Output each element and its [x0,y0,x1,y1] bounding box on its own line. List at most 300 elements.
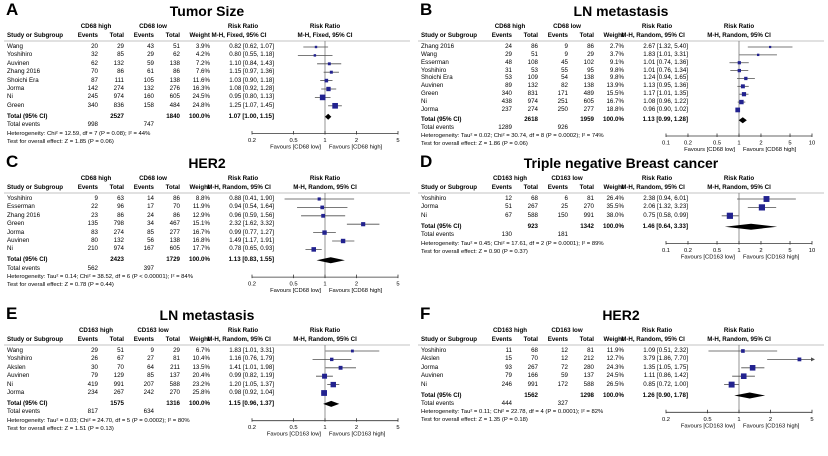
risk-ratio-col-header: Risk Ratio [227,175,259,182]
axis-tick-label: 0.2 [661,416,671,423]
panel-a [0,0,414,152]
cell-risk-ratio: 2.32 [1.62, 3.32] [229,220,274,228]
cell-total-high: 68 [531,195,538,202]
effect-square [321,214,325,218]
axis-tick-label: 1 [323,138,327,144]
cell-risk-ratio: 0.88 [0.41, 1.90] [229,195,274,202]
cell-weight: 9.8% [609,66,624,74]
cell-total-low: 86 [587,43,594,50]
cell-events-low: 56 [147,237,154,244]
total-events-high: 130 [501,231,512,239]
favours-right-label: Favours [CD163 high] [743,423,800,430]
total-low-sum: 1840 [166,112,180,120]
effect-square [326,87,330,91]
cell-weight: 24.3% [606,363,624,371]
risk-ratio-plot-header: Risk Ratio [309,327,341,334]
cell-weight: 7.2% [195,59,210,67]
favours-left-label: Favours [CD163 low] [680,254,735,261]
cell-weight: 20.4% [192,372,210,380]
cell-events-high: 340 [501,90,512,98]
study-name: Ni [7,93,13,101]
cell-risk-ratio: 0.85 [0.72, 1.00] [643,380,688,388]
cell-events-low: 9 [150,347,154,354]
cell-events-high: 9 [94,195,98,202]
total-high-sum: 1575 [110,399,124,407]
study-name: Ni [421,380,427,388]
cell-events-high: 48 [505,58,512,66]
risk-ratio-plot-header: Risk Ratio [723,175,755,182]
total-weight: 100.0% [603,116,624,124]
risk-ratio-plot-header: Risk Ratio [309,23,341,30]
cell-risk-ratio: 0.99 [0.82, 1.19] [229,372,274,380]
effect-square [320,206,324,210]
risk-ratio-col-header: Risk Ratio [641,23,673,30]
cell-events-low: 85 [147,228,154,236]
study-name: Esserman [7,203,35,211]
total-events-low: 926 [557,124,568,132]
events-low-col-header: Events [133,336,154,343]
group-low-header: CD163 low [551,175,583,182]
study-name: Jorma [421,203,439,211]
cell-total-high: 86 [117,211,124,219]
axis-tick-label: 1 [323,281,327,288]
heterogeneity-note: Heterogeneity: Tau² = 0.14; Chi² = 38.52, df = 6 (P < 0.00001); I² = 84% [7,274,193,281]
axis-tick-label: 10 [808,248,816,254]
cell-total-high: 274 [113,85,124,92]
panel-letter: F [420,304,431,323]
cell-total-low: 81 [173,355,180,363]
cell-total-low: 137 [583,372,594,380]
axis-tick-label: 5 [396,281,400,288]
effect-square [739,100,743,104]
axis-tick-label: 5 [810,416,814,423]
cell-weight: 15.5% [606,90,624,98]
cell-total-low: 605 [169,245,180,253]
study-name: Green [7,220,25,228]
cell-total-high: 70 [531,355,538,363]
effect-model-col-header: M-H, Random, 95% CI [207,184,271,191]
cell-risk-ratio: 0.99 [0.77, 1.27] [229,228,274,236]
axis-tick-label: 1 [737,416,741,423]
total-events-low: 327 [557,399,568,407]
total-events-label: Total events [7,264,41,272]
total-row-label: Total (95% CI) [7,112,48,120]
study-name: Yoshihiro [7,355,33,363]
events-high-col-header: Events [77,32,98,39]
cell-risk-ratio: 1.08 [0.96, 1.22] [643,98,688,106]
cell-total-low: 102 [583,58,594,66]
study-col-header: Study or Subgroup [421,32,478,39]
panel-letter: C [6,152,19,171]
cell-risk-ratio: 1.83 [1.01, 3.31] [643,50,688,58]
cell-total-low: 81 [587,195,594,202]
cell-total-high: 96 [117,203,124,211]
cell-events-low: 167 [143,245,154,253]
cell-weight: 10.4% [192,355,210,363]
group-high-header: CD163 high [78,327,114,334]
total-weight: 100.0% [603,222,624,230]
effect-model-plot-header: M-H, Random, 95% CI [293,184,357,191]
axis-tick-label: 1 [737,248,741,254]
cell-risk-ratio: 1.13 [0.95, 1.36] [643,82,688,90]
study-name: Auvinen [421,372,444,380]
cell-events-high: 234 [87,389,98,396]
cell-weight: 9.1% [609,58,624,66]
group-high-header: CD163 high [492,327,528,334]
cell-events-low: 61 [147,68,154,76]
effect-square [361,222,365,226]
cell-risk-ratio: 0.98 [0.92, 1.04] [229,389,274,396]
study-name: Yoshihiro [421,66,447,74]
effect-square [328,62,331,65]
total-low-col-header: Total [579,32,594,39]
panel-title: HER2 [188,155,226,171]
effect-square [315,46,317,48]
favours-right-label: Favours [CD68 high] [743,147,797,154]
cell-risk-ratio: 0.78 [0.65, 0.93] [229,245,274,253]
overall-effect-note: Test for overall effect: Z = 0.90 (P = 0.37) [421,248,528,255]
cell-events-low: 250 [557,105,568,113]
total-risk-ratio: 1.07 [1.00, 1.15] [228,112,274,120]
study-name: Auvinen [421,82,444,90]
cell-events-low: 59 [561,372,568,380]
cell-events-low: 207 [143,380,154,388]
cell-events-high: 22 [91,203,98,211]
panel-title: LN metastasis [159,307,255,323]
cell-total-high: 132 [113,237,124,244]
total-low-sum: 1729 [166,256,180,264]
total-diamond [323,401,339,407]
cell-events-low: 158 [143,101,154,109]
weight-col-header: Weight [603,184,624,191]
study-name: Auvinen [7,237,30,244]
cell-events-high: 11 [505,347,512,354]
cell-total-low: 138 [169,76,180,84]
cell-total-high: 991 [113,380,124,388]
cell-total-low: 277 [583,105,594,113]
cell-risk-ratio: 2.67 [1.32, 5.40] [643,43,688,50]
cell-events-low: 171 [557,90,568,98]
cell-events-high: 26 [91,355,98,363]
cell-events-high: 438 [501,98,512,106]
total-events-label: Total events [421,399,455,407]
cell-events-high: 79 [91,372,98,380]
cell-total-low: 81 [587,347,594,354]
cell-total-low: 280 [583,363,594,371]
cell-events-high: 245 [87,93,98,101]
group-low-header: CD68 low [553,23,581,30]
cell-total-low: 51 [173,43,180,50]
effect-square [318,197,321,200]
study-name: Yoshihiro [7,195,33,202]
cell-events-low: 14 [147,195,154,202]
cell-risk-ratio: 1.49 [1.17, 1.91] [229,237,274,244]
group-high-header: CD163 high [492,175,528,182]
study-col-header: Study or Subgroup [7,32,64,39]
cell-events-low: 85 [147,372,154,380]
cell-events-low: 9 [564,50,568,58]
cell-events-low: 59 [147,59,154,67]
cell-total-high: 166 [527,372,538,380]
events-high-col-header: Events [77,336,98,343]
cell-weight: 7.6% [195,68,210,76]
effect-model-col-header: M-H, Random, 95% CI [207,336,271,343]
panel-b [414,0,828,152]
study-name: Jorma [7,228,25,236]
axis-tick-label: 1 [737,140,741,147]
group-high-header: CD68 high [80,23,112,30]
cell-total-high: 111 [114,76,124,84]
cell-total-low: 605 [169,93,180,101]
cell-weight: 18.8% [606,105,624,113]
cell-weight: 3.7% [609,50,624,58]
cell-total-high: 51 [117,347,124,354]
cell-total-low: 138 [583,82,594,90]
cell-total-low: 86 [173,68,180,76]
axis-tick-label: 5 [396,425,400,432]
events-high-col-header: Events [491,336,512,343]
total-risk-ratio: 1.46 [0.64, 3.33] [642,222,688,230]
effect-model-plot-header: M-H, Random, 95% CI [293,336,357,343]
axis-tick-label: 5 [788,140,792,147]
weight-col-header: Weight [603,336,624,343]
panel-title: Triple negative Breast cancer [523,155,719,171]
cell-events-high: 62 [91,59,98,67]
cell-total-high: 991 [527,380,538,388]
effect-square [332,103,338,109]
events-low-col-header: Events [133,32,154,39]
effect-square [738,61,741,64]
cell-risk-ratio: 1.35 [1.05, 1.75] [643,363,688,371]
effect-square [351,350,354,353]
cell-total-low: 137 [169,372,180,380]
total-risk-ratio: 1.13 [0.99, 1.28] [642,116,688,124]
cell-events-high: 89 [505,82,512,90]
total-high-col-header: Total [109,184,124,191]
cell-weight: 12.7% [606,355,624,363]
total-high-sum: 2423 [110,256,124,264]
favours-right-label: Favours [CD163 high] [329,431,386,438]
effect-model-plot-header: M-H, Fixed, 95% CI [297,32,353,39]
cell-events-high: 12 [505,195,512,202]
cell-total-high: 132 [527,82,538,90]
cell-weight: 25.8% [192,389,210,396]
cell-total-high: 274 [527,105,538,113]
events-low-col-header: Events [547,336,568,343]
risk-ratio-plot-header: Risk Ratio [723,327,755,334]
study-name: Yoshihiro [421,195,447,202]
effect-square [331,382,336,387]
cell-weight: 13.9% [606,82,624,90]
cell-risk-ratio: 1.15 [0.97, 1.36] [229,68,274,76]
cell-risk-ratio: 3.79 [1.86, 7.70] [643,355,688,363]
axis-tick-label: 2 [354,138,359,144]
cell-risk-ratio: 1.20 [1.05, 1.37] [229,380,274,388]
overall-effect-note: Test for overall effect: Z = 1.85 (P = 0.06) [7,138,114,145]
study-name: Zhang 2016 [7,68,41,76]
cell-events-high: 83 [91,228,98,236]
total-high-col-header: Total [523,336,538,343]
cell-total-high: 67 [117,355,124,363]
cell-weight: 24.5% [606,372,624,380]
heterogeneity-note: Heterogeneity: Tau² = 0.11; Chi² = 22.78, df = 4 (P = 0.0001); I² = 82% [421,409,604,416]
cell-events-low: 242 [143,389,154,396]
cell-risk-ratio: 1.09 [0.51, 2.32] [643,347,688,354]
effect-square [759,204,765,210]
cell-weight: 24.5% [192,93,210,101]
cell-events-low: 172 [557,380,568,388]
study-name: Jorma [421,105,439,113]
cell-total-high: 588 [527,211,538,219]
cell-risk-ratio: 1.10 [0.84, 1.43] [229,59,274,67]
overall-effect-note: Test for overall effect: Z = 1.35 (P = 0.18) [421,417,528,424]
axis-tick-label: 0.5 [712,140,722,147]
cell-risk-ratio: 0.95 [0.80, 1.13] [229,93,274,101]
cell-risk-ratio: 0.94 [0.54, 1.64] [229,203,274,211]
risk-ratio-col-header: Risk Ratio [227,327,259,334]
study-name: Green [7,101,25,109]
cell-risk-ratio: 0.82 [0.62, 1.07] [229,43,274,50]
study-name: Akslen [7,363,26,371]
study-name: Ni [421,98,427,106]
cell-events-low: 82 [561,82,568,90]
study-name: Green [421,90,439,98]
risk-ratio-plot-header: Risk Ratio [309,175,341,182]
cell-weight: 16.7% [192,228,210,236]
axis-tick-label: 0.2 [247,281,257,288]
cell-events-high: 340 [87,101,98,109]
cell-events-high: 67 [505,211,512,219]
effect-square [322,230,326,234]
effect-model-plot-header: M-H, Random, 95% CI [707,32,771,39]
axis-tick-label: 0.2 [247,425,257,432]
cell-total-high: 836 [113,101,124,109]
effect-square [769,46,771,48]
ci-arrow-right [811,357,815,361]
cell-events-high: 93 [505,363,512,371]
study-name: Zhang 2016 [421,43,455,50]
effect-square [729,382,735,388]
study-name: Yoshihiro [421,347,447,354]
total-diamond [725,224,777,230]
cell-events-low: 150 [557,211,568,219]
study-name: Auvinen [7,59,30,67]
study-name: Auvinen [7,372,30,380]
effect-square [330,358,333,361]
cell-events-low: 25 [561,203,568,211]
cell-events-low: 24 [147,211,154,219]
cell-weight: 16.7% [606,98,624,106]
cell-events-high: 23 [91,211,98,219]
cell-weight: 4.2% [195,51,210,59]
axis-tick-label: 5 [396,138,400,144]
study-name: Yoshihiro [7,51,33,59]
effect-square [735,108,740,113]
cell-risk-ratio: 0.80 [0.55, 1.18] [229,51,274,59]
cell-weight: 26.4% [606,195,624,202]
cell-total-low: 86 [173,195,180,202]
total-weight: 100.0% [189,112,210,120]
effect-square [314,54,316,56]
total-low-sum: 1342 [580,222,594,230]
axis-tick-label: 0.5 [712,248,722,254]
cell-total-low: 212 [583,355,594,363]
cell-events-low: 6 [564,195,568,202]
total-low-sum: 1316 [166,399,180,407]
effect-square [320,95,326,101]
heterogeneity-note: Heterogeneity: Chi² = 12.59, df = 7 (P = 0.08); I² = 44% [7,130,151,137]
cell-events-high: 87 [91,76,98,84]
panel-title: Tumor Size [169,3,245,19]
cell-total-high: 68 [531,347,538,354]
panel-f [414,304,828,456]
panel-letter: A [6,0,19,19]
total-low-col-header: Total [165,32,180,39]
axis-tick-label: 0.5 [703,416,712,423]
cell-events-high: 30 [91,363,98,371]
favours-left-label: Favours [CD68 low] [270,144,321,151]
cell-total-high: 831 [527,90,538,98]
cell-risk-ratio: 1.08 [0.92, 1.28] [229,85,274,92]
favours-right-label: Favours [CD68 high] [329,288,383,295]
cell-risk-ratio: 1.03 [0.90, 1.18] [229,76,274,84]
effect-model-plot-header: M-H, Random, 95% CI [707,336,771,343]
cell-risk-ratio: 2.38 [0.94, 6.01] [643,195,688,202]
total-high-sum: 1562 [524,391,538,399]
cell-total-low: 991 [583,211,594,219]
cell-total-high: 798 [113,220,124,228]
axis-tick-label: 0.5 [289,425,298,432]
favours-left-label: Favours [CD68 low] [684,147,735,154]
cell-events-low: 12 [561,347,568,354]
cell-total-low: 95 [587,66,594,74]
total-low-col-header: Total [165,336,180,343]
cell-events-low: 12 [561,355,568,363]
cell-events-low: 34 [147,220,154,228]
study-name: Jorma [7,389,25,396]
cell-total-low: 276 [169,85,180,92]
cell-risk-ratio: 0.75 [0.58, 0.99] [643,211,688,219]
cell-events-low: 27 [147,355,154,363]
axis-tick-label: 0.2 [247,138,257,144]
cell-total-low: 270 [583,203,594,211]
cell-total-high: 108 [527,58,538,66]
cell-weight: 38.0% [606,211,624,219]
cell-weight: 2.7% [609,43,624,50]
panel-letter: B [420,0,433,19]
total-events-label: Total events [7,121,41,129]
total-low-sum: 1298 [580,391,594,399]
study-name: Akslen [421,355,440,363]
cell-events-high: 135 [87,220,98,228]
cell-total-low: 211 [170,363,180,371]
cell-weight: 17.7% [192,245,210,253]
effect-square [339,366,343,370]
cell-total-high: 974 [113,93,124,101]
study-name: Jorma [7,85,25,92]
total-risk-ratio: 1.26 [0.90, 1.78] [642,391,688,399]
study-name: Shoichi Era [7,76,39,84]
cell-weight: 8.8% [195,195,210,202]
axis-tick-label: 5 [788,248,792,254]
cell-weight: 35.5% [606,203,624,211]
cell-weight: 11.9% [192,203,210,211]
cell-risk-ratio: 0.96 [0.90, 1.02] [643,105,688,113]
cell-total-high: 70 [117,363,124,371]
cell-events-low: 160 [143,93,154,101]
cell-total-low: 29 [173,347,180,354]
overall-effect-note: Test for overall effect: Z = 1.51 (P = 0.13) [7,425,114,432]
